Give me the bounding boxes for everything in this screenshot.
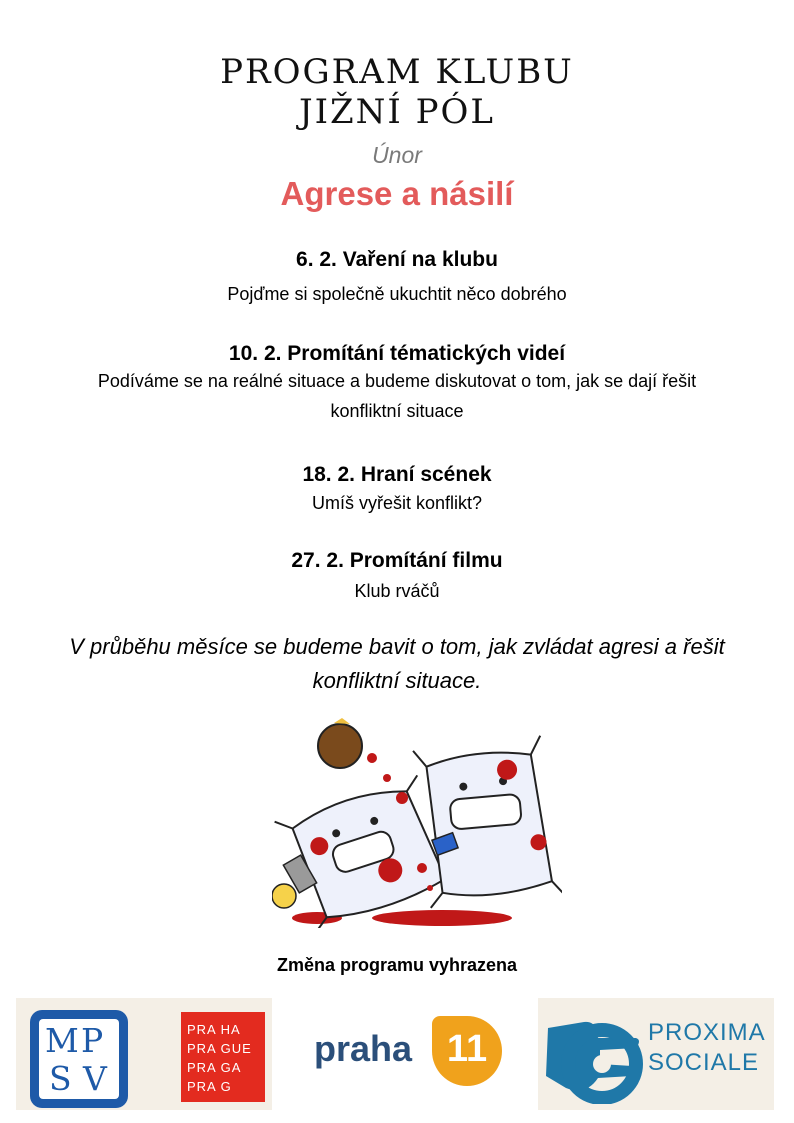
- event-title-1: 6. 2. Vaření na klubu: [296, 248, 498, 271]
- praha-logo-row: PRA G: [187, 1079, 232, 1094]
- praha11-logo-badge: [432, 1016, 502, 1086]
- praha11-logo-number: 11: [446, 1028, 488, 1070]
- praha-logo-row: PRA HA: [187, 1022, 241, 1037]
- sponsor-logos: [16, 998, 776, 1110]
- mpsv-logo: [30, 1010, 128, 1108]
- proxima-logo-text: [648, 1018, 766, 1078]
- event-desc-4: Klub rváčů: [354, 581, 440, 601]
- praha-logo-row: PRA GUE: [187, 1041, 252, 1056]
- event-title-2: 10. 2. Promítání tématických videí: [228, 342, 566, 365]
- month-label: Únor: [372, 142, 422, 168]
- event-desc-1: Pojďme si společně ukuchtit něco dobrého: [227, 284, 567, 304]
- program-change-notice: Změna programu vyhrazena: [276, 955, 518, 975]
- proxima-hand-icon: [540, 1004, 644, 1104]
- mpsv-letter-m: M: [45, 1021, 79, 1060]
- praha-logo: [181, 1012, 265, 1102]
- event-desc-3: Umíš vyřešit konflikt?: [311, 493, 483, 513]
- theme-heading: Agrese a násilí: [280, 175, 514, 212]
- proxima-line1: PROXIMA: [648, 1019, 766, 1046]
- program-title-line2: JIŽNÍ PÓL: [298, 92, 495, 132]
- praha11-logo-text: praha: [314, 1028, 413, 1069]
- event-title-4: 27. 2. Promítání filmu: [291, 549, 503, 572]
- pillow-fight-illustration: [272, 718, 562, 928]
- praha-logo-row: PRA GA: [187, 1060, 242, 1075]
- event-desc-2: Podíváme se na reálné situace a budeme diskutovat o tom, jak se dají řešit konfliktní situace: [97, 371, 697, 421]
- mpsv-letter-v: V: [83, 1059, 107, 1098]
- mpsv-letter-p: P: [81, 1021, 104, 1060]
- summary-text: V průběhu měsíce se budeme bavit o tom, jak zvládat agresi a řešit konfliktní situace.: [69, 634, 725, 693]
- mpsv-letter-s: S: [49, 1059, 72, 1098]
- event-title-3: 18. 2. Hraní scének: [302, 463, 492, 486]
- program-title-line1: PROGRAM KLUBU: [220, 52, 574, 92]
- proxima-line2: SOCIALE: [648, 1049, 760, 1076]
